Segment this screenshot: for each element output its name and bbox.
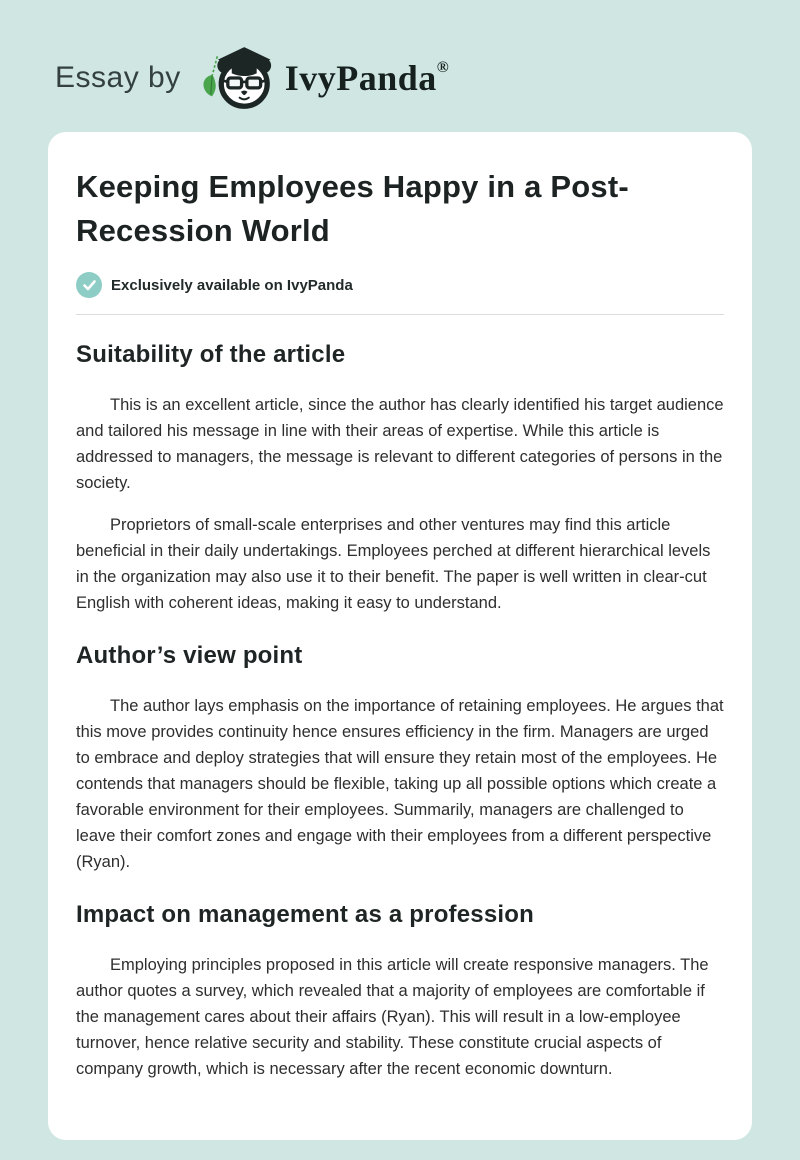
section-heading: Author’s view point — [76, 642, 303, 669]
section-impact — [76, 901, 724, 1082]
ivy-string — [212, 56, 217, 76]
section-heading: Suitability of the article — [76, 341, 346, 368]
essay-by-label: Essay by — [55, 61, 181, 94]
glasses-icon — [228, 78, 242, 88]
divider — [76, 314, 724, 315]
ivy-leaf-icon — [203, 75, 215, 97]
paragraph: Employing principles proposed in this article will create responsive managers. The author quotes a survey, which revealed that a majority of employees are comfortable if the management cares about their affairs (Ryan). This will result in a low-employee turnover, hence relative security and stability. These constitute crucial aspects of company growth, which is necessary after the recent economic downturn. — [76, 956, 709, 1078]
paragraph: The author lays emphasis on the importance of retaining employees. He argues that this move provides continuity hence ensures efficiency in the firm. Managers are urged to embrace and deploy strategies that will ensure they retain most of the employees. He contends that managers should be flexible, taking up all possible options which create a favorable environment for their employees. Summarily, managers are challenged to leave their comfort zones and engage with their employees from a different perspective (Ryan). — [76, 697, 724, 871]
section-authors-view — [76, 642, 724, 875]
essay-card — [48, 132, 752, 1140]
site-header — [0, 0, 800, 118]
exclusive-badge — [76, 272, 724, 298]
check-icon — [76, 272, 102, 298]
section-suitability — [76, 341, 724, 616]
paragraph: Proprietors of small-scale enterprises and other ventures may find this article beneficial in their daily undertakings. Employees perched at different hierarchical levels in the organization may also use it to their benefit. The paper is well written in clear-cut English with coherent ideas, making it easy to understand. — [76, 516, 711, 612]
section-heading: Impact on management as a profession — [76, 901, 534, 928]
brand-logo — [195, 40, 449, 116]
badge-label: Exclusively available on IvyPanda — [111, 276, 353, 294]
registered-mark: ® — [436, 59, 449, 76]
page-title: Keeping Employees Happy in a Post-Recession World — [76, 169, 629, 248]
paragraph: This is an excellent article, since the author has clearly identified his target audience and tailored his message in line with their areas of expertise. While this article is addressed to managers, the message is relevant to different categories of persons in the society. — [76, 396, 724, 492]
brand-name: IvyPanda — [284, 58, 437, 98]
panda-graduate-icon — [195, 40, 279, 116]
